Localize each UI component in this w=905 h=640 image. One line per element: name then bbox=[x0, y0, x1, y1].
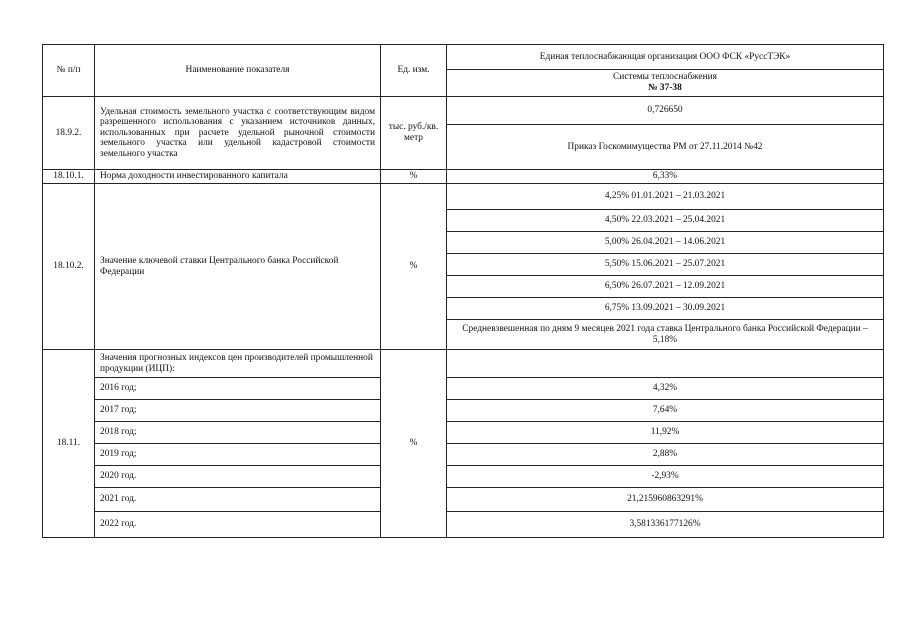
row-18-10-1-name: Норма доходности инвестированного капитала bbox=[95, 170, 381, 184]
row-18-11-num: 18.11. bbox=[43, 350, 95, 538]
row-18-10-2-num: 18.10.2. bbox=[43, 184, 95, 350]
rate-cell: 6,50% 26.07.2021 – 12.09.2021 bbox=[447, 276, 884, 298]
row-18-10-2-unit: % bbox=[381, 184, 447, 350]
year-value: 7,64% bbox=[447, 400, 884, 422]
year-value: -2,93% bbox=[447, 466, 884, 488]
row-18-9-2-name: Удельная стоимость земельного участка с соответствующим видом разрешенного использования с указанием источников данных, использованных при расчете удельной рыночной стоимости земельного участка или удельной кадастровой стоимости земельного участка bbox=[95, 97, 381, 170]
year-label: 2018 год; bbox=[95, 422, 381, 444]
year-label: 2016 год; bbox=[95, 378, 381, 400]
row-18-11-empty bbox=[447, 350, 884, 378]
indicators-table bbox=[42, 44, 884, 538]
row-18-9-2-num: 18.9.2. bbox=[43, 97, 95, 170]
year-value: 11,92% bbox=[447, 422, 884, 444]
row-18-11-unit: % bbox=[381, 350, 447, 538]
row-18-10-2-name: Значение ключевой ставки Центрального банка Российской Федерации bbox=[95, 184, 381, 350]
rate-cell: 4,25% 01.01.2021 – 21.03.2021 bbox=[447, 184, 884, 210]
year-value: 2,88% bbox=[447, 444, 884, 466]
year-label: 2021 год. bbox=[95, 488, 381, 512]
rate-cell: 4,50% 22.03.2021 – 25.04.2021 bbox=[447, 210, 884, 232]
rate-cell: 6,75% 13.09.2021 – 30.09.2021 bbox=[447, 298, 884, 320]
year-value: 3,581336177126% bbox=[447, 512, 884, 538]
header-systems bbox=[447, 70, 884, 97]
year-label: 2017 год; bbox=[95, 400, 381, 422]
row-18-10-1-unit: % bbox=[381, 170, 447, 184]
row-18-10-1-value: 6,33% bbox=[447, 170, 884, 184]
header-systems-label: Системы теплоснабжения bbox=[613, 72, 717, 83]
year-value: 4,32% bbox=[447, 378, 884, 400]
header-num: № п/п bbox=[43, 45, 95, 97]
year-label: 2020 год. bbox=[95, 466, 381, 488]
header-org: Единая теплоснабжающая организация ООО ФСК «РуссТЭК» bbox=[447, 45, 884, 70]
rate-cell: 5,00% 26.04.2021 – 14.06.2021 bbox=[447, 232, 884, 254]
header-unit: Ед. изм. bbox=[381, 45, 447, 97]
header-name: Наименование показателя bbox=[95, 45, 381, 97]
year-label: 2022 год. bbox=[95, 512, 381, 538]
weighted-rate-cell: Средневзвешенная по дням 9 месяцев 2021 года ставка Центрального банка Российской Федерации – 5,18% bbox=[447, 320, 884, 350]
year-value: 21,215960863291% bbox=[447, 488, 884, 512]
row-18-10-1-num: 18.10.1. bbox=[43, 170, 95, 184]
row-18-9-2-unit: тыс. руб./кв. метр bbox=[381, 97, 447, 170]
header-systems-num: № 37-38 bbox=[648, 83, 682, 93]
rate-cell: 5,50% 15.06.2021 – 25.07.2021 bbox=[447, 254, 884, 276]
row-18-9-2-source: Приказ Госкомимущества РМ от 27.11.2014 №42 bbox=[447, 125, 884, 170]
row-18-11-name: Значения прогнозных индексов цен производителей промышленной продукции (ИЦП): bbox=[95, 350, 381, 378]
year-label: 2019 год; bbox=[95, 444, 381, 466]
row-18-9-2-value: 0,726650 bbox=[447, 97, 884, 125]
